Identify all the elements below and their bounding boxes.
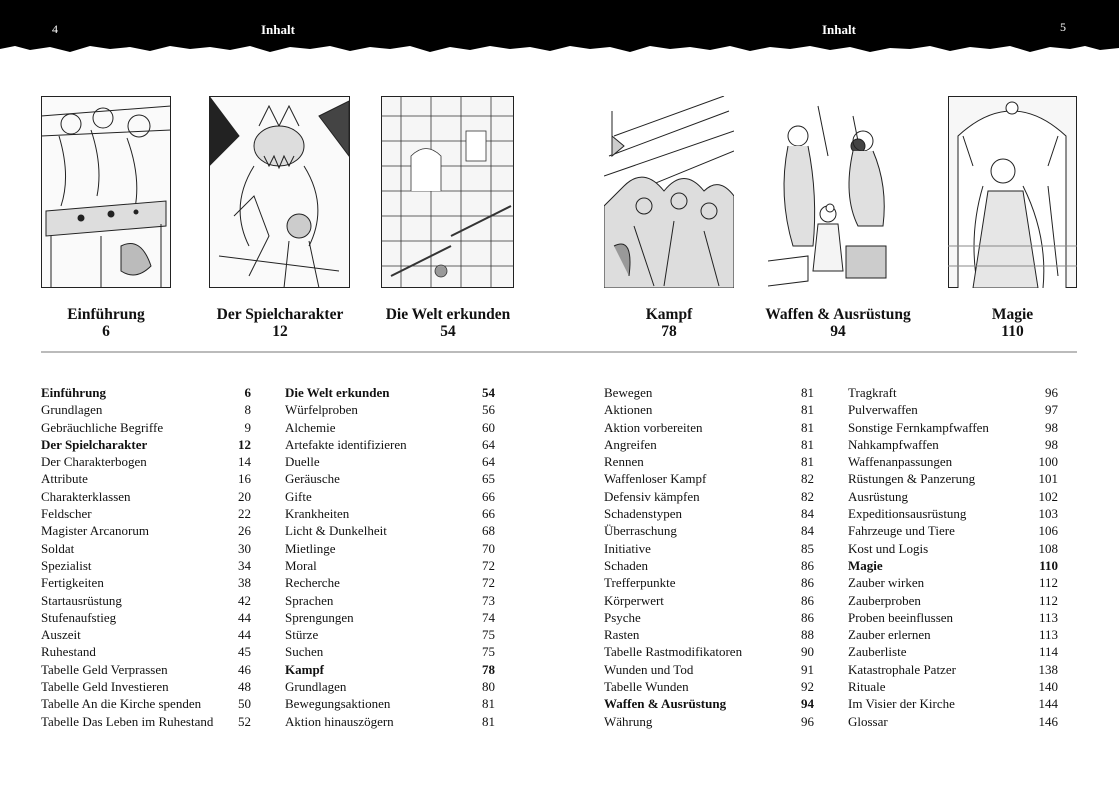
chapter-title: Die Welt erkunden — [385, 306, 511, 323]
toc-entry-label: Geräusche — [285, 471, 340, 487]
toc-entry-page: 6 — [244, 385, 251, 400]
toc-entry-page: 92 — [801, 679, 814, 695]
toc-entry-page: 60 — [482, 419, 495, 435]
chapter-title: Waffen & Ausrüstung — [765, 306, 911, 323]
toc-entry-page: 8 — [244, 402, 251, 418]
toc-entry-label: Artefakte identifizieren — [285, 436, 407, 452]
toc-entry-label: Bewegungsaktionen — [285, 696, 391, 712]
toc-chapter-entry[interactable] — [41, 436, 251, 453]
chapter-kampf — [604, 306, 734, 340]
toc-entry-page: 138 — [1038, 661, 1058, 677]
toc-entry-page: 74 — [482, 609, 495, 625]
toc-entry-page: 101 — [1038, 471, 1058, 487]
toc-entry[interactable] — [41, 540, 251, 557]
toc-entry-page: 97 — [1045, 402, 1058, 418]
toc-entry-page: 113 — [1038, 609, 1058, 625]
toc-entry[interactable] — [285, 557, 495, 574]
toc-entry[interactable] — [285, 574, 495, 591]
toc-entry-label: Einführung — [41, 385, 107, 400]
toc-entry-page: 78 — [482, 661, 495, 677]
toc-entry-page: 54 — [482, 385, 495, 400]
toc-entry[interactable] — [41, 609, 251, 626]
toc-entry[interactable] — [604, 678, 814, 695]
toc-entry-label: Zauberliste — [848, 644, 907, 660]
toc-entry-label: Alchemie — [285, 419, 336, 435]
toc-entry[interactable] — [604, 522, 814, 539]
toc-column-2 — [285, 384, 495, 730]
toc-entry-page: 113 — [1038, 627, 1058, 643]
toc-column-3 — [604, 384, 814, 730]
toc-entry-label: Der Charakterbogen — [41, 454, 147, 470]
toc-entry-label: Tragkraft — [848, 385, 897, 400]
toc-entry-page: 72 — [482, 575, 495, 591]
toc-entry-label: Mietlinge — [285, 540, 336, 556]
toc-entry[interactable] — [848, 643, 1058, 660]
toc-entry[interactable] — [41, 505, 251, 522]
toc-entry[interactable] — [848, 609, 1058, 626]
toc-entry[interactable] — [604, 557, 814, 574]
toc-entry-label: Der Spielcharakter — [41, 436, 148, 452]
toc-entry-label: Aktion vorbereiten — [604, 419, 703, 435]
toc-entry-label: Startausrüstung — [41, 592, 122, 608]
toc-entry[interactable] — [285, 453, 495, 470]
toc-entry-page: 81 — [482, 713, 495, 729]
toc-entry-page: 86 — [801, 557, 814, 573]
toc-entry-page: 56 — [482, 402, 495, 418]
toc-entry-page: 34 — [238, 557, 251, 573]
toc-column-1 — [41, 384, 251, 730]
toc-entry-label: Recherche — [285, 575, 340, 591]
toc-entry[interactable] — [41, 401, 251, 418]
chapter-title: Kampf — [645, 306, 693, 323]
toc-entry-page: 38 — [238, 575, 251, 591]
toc-entry-label: Überraschung — [604, 523, 677, 539]
toc-entry-page: 108 — [1038, 540, 1058, 556]
toc-entry[interactable] — [604, 488, 814, 505]
toc-entry[interactable] — [285, 713, 495, 730]
toc-chapter-entry[interactable] — [285, 384, 495, 401]
toc-entry-label: Angreifen — [604, 436, 657, 452]
toc-entry-label: Wunden und Tod — [604, 661, 694, 677]
toc-chapter-entry[interactable] — [41, 384, 251, 401]
toc-entry[interactable] — [848, 661, 1058, 678]
toc-entry-page: 112 — [1038, 592, 1058, 608]
toc-entry[interactable] — [604, 384, 814, 401]
chapter-spielcharakter — [200, 306, 360, 340]
toc-entry-label: Bewegen — [604, 385, 653, 400]
toc-entry-label: Im Visier der Kirche — [848, 696, 955, 712]
toc-entry[interactable] — [285, 436, 495, 453]
toc-entry[interactable] — [604, 470, 814, 487]
toc-entry-label: Sonstige Fernkampfwaffen — [848, 419, 989, 435]
toc-chapter-entry[interactable] — [285, 661, 495, 678]
toc-entry-page: 88 — [801, 627, 814, 643]
right-page-number: 5 — [1060, 20, 1066, 34]
toc-entry[interactable] — [41, 678, 251, 695]
chapter-einfuehrung — [41, 306, 171, 340]
armed-mercenaries-illustration — [768, 96, 908, 288]
toc-entry-label: Rüstungen & Panzerung — [848, 471, 976, 487]
toc-entry-page: 82 — [801, 488, 814, 504]
toc-entry-label: Schadenstypen — [604, 506, 682, 522]
toc-entry-label: Grundlagen — [41, 402, 103, 418]
toc-entry-label: Ruhestand — [41, 644, 96, 660]
toc-entry-page: 98 — [1045, 436, 1058, 452]
toc-entry-page: 98 — [1045, 419, 1058, 435]
toc-entry-page: 9 — [244, 419, 251, 435]
toc-entry-label: Aktion hinauszögern — [285, 713, 394, 729]
toc-entry-page: 44 — [238, 627, 251, 643]
toc-entry[interactable] — [41, 661, 251, 678]
toc-entry[interactable] — [41, 574, 251, 591]
toc-entry-label: Spezialist — [41, 557, 92, 573]
toc-entry[interactable] — [848, 626, 1058, 643]
toc-entry-page: 86 — [801, 575, 814, 591]
toc-entry[interactable] — [285, 626, 495, 643]
toc-entry[interactable] — [848, 540, 1058, 557]
toc-entry[interactable] — [285, 592, 495, 609]
toc-entry-label: Rasten — [604, 627, 640, 643]
toc-entry-label: Katastrophale Patzer — [848, 661, 956, 677]
toc-entry-page: 91 — [801, 661, 814, 677]
toc-entry[interactable] — [604, 574, 814, 591]
toc-entry-page: 84 — [801, 506, 814, 522]
toc-entry-page: 81 — [801, 419, 814, 435]
toc-entry[interactable] — [848, 384, 1058, 401]
toc-entry-page: 75 — [482, 644, 495, 660]
toc-entry-label: Licht & Dunkelheit — [285, 523, 387, 539]
toc-entry-page: 30 — [238, 540, 251, 556]
toc-entry-label: Gebräuchliche Begriffe — [41, 419, 164, 435]
chapter-page: 6 — [102, 323, 110, 340]
toc-entry-page: 66 — [482, 488, 495, 504]
toc-entry-page: 12 — [238, 436, 251, 452]
toc-entry-label: Nahkampfwaffen — [848, 436, 939, 452]
stone-tower-stairs-illustration — [381, 96, 514, 288]
toc-entry-page: 90 — [801, 644, 814, 660]
toc-column-4 — [848, 384, 1058, 730]
toc-entry-label: Attribute — [41, 471, 88, 487]
toc-entry[interactable] — [41, 626, 251, 643]
toc-entry-label: Aktionen — [604, 402, 653, 418]
toc-entry-page: 103 — [1038, 506, 1058, 522]
toc-entry[interactable] — [848, 453, 1058, 470]
toc-entry[interactable] — [848, 470, 1058, 487]
toc-entry-page: 80 — [482, 679, 495, 695]
toc-entry[interactable] — [604, 419, 814, 436]
toc-entry-label: Fertigkeiten — [41, 575, 104, 591]
toc-entry[interactable] — [41, 713, 251, 730]
right-running-title: Inhalt — [822, 22, 856, 37]
toc-entry-page: 45 — [238, 644, 251, 660]
toc-entry-page: 26 — [238, 523, 251, 539]
toc-entry-label: Währung — [604, 713, 653, 729]
toc-entry-label: Tabelle Geld Verprassen — [41, 661, 168, 677]
toc-entry[interactable] — [604, 713, 814, 730]
toc-entry-page: 81 — [482, 696, 495, 712]
toc-entry-label: Trefferpunkte — [604, 575, 676, 591]
toc-entry[interactable] — [604, 453, 814, 470]
toc-entry-label: Zauber wirken — [848, 575, 925, 591]
toc-entry[interactable] — [285, 488, 495, 505]
toc-entry-label: Moral — [285, 557, 317, 573]
toc-entry-label: Sprachen — [285, 592, 334, 608]
toc-entry[interactable] — [285, 678, 495, 695]
toc-entry[interactable] — [41, 419, 251, 436]
toc-entry-label: Tabelle Wunden — [604, 679, 689, 695]
chapter-title: Magie — [991, 306, 1034, 323]
toc-entry-page: 44 — [238, 609, 251, 625]
left-running-title: Inhalt — [261, 22, 295, 37]
toc-entry-page: 86 — [801, 609, 814, 625]
toc-entry[interactable] — [41, 643, 251, 660]
toc-entry-page: 86 — [801, 592, 814, 608]
chapter-welt-erkunden — [372, 306, 524, 340]
toc-entry[interactable] — [285, 643, 495, 660]
toc-entry-page: 110 — [1039, 557, 1058, 573]
toc-entry-page: 106 — [1038, 523, 1058, 539]
battle-with-spears-illustration — [604, 96, 734, 288]
toc-entry-label: Zauber erlernen — [848, 627, 931, 643]
toc-entry-page: 114 — [1038, 644, 1058, 660]
toc-entry[interactable] — [285, 695, 495, 712]
toc-entry[interactable] — [41, 488, 251, 505]
toc-entry-page: 64 — [482, 436, 495, 452]
toc-entry[interactable] — [285, 609, 495, 626]
toc-entry[interactable] — [604, 540, 814, 557]
toc-entry-label: Tabelle An die Kirche spenden — [41, 696, 202, 712]
toc-entry-label: Magister Arcanorum — [41, 523, 149, 539]
toc-entry[interactable] — [604, 643, 814, 660]
toc-entry-page: 64 — [482, 454, 495, 470]
toc-entry[interactable] — [604, 436, 814, 453]
chapter-page: 78 — [661, 323, 677, 340]
toc-entry[interactable] — [848, 574, 1058, 591]
toc-entry[interactable] — [604, 626, 814, 643]
toc-entry-page: 65 — [482, 471, 495, 487]
toc-entry-label: Tabelle Geld Investieren — [41, 679, 169, 695]
toc-entry-page: 144 — [1038, 696, 1058, 712]
toc-entry[interactable] — [604, 401, 814, 418]
toc-entry-label: Proben beeinflussen — [848, 609, 954, 625]
toc-entry-label: Kost und Logis — [848, 540, 929, 556]
toc-entry-label: Krankheiten — [285, 506, 350, 522]
toc-entry[interactable] — [848, 419, 1058, 436]
toc-entry-label: Expeditionsausrüstung — [848, 506, 967, 522]
toc-entry-page: 66 — [482, 506, 495, 522]
toc-entry[interactable] — [285, 470, 495, 487]
toc-entry-label: Auszeit — [41, 627, 81, 643]
toc-entry-label: Ausrüstung — [848, 488, 908, 504]
toc-entry-page: 16 — [238, 471, 251, 487]
toc-entry-label: Suchen — [285, 644, 324, 660]
toc-entry[interactable] — [41, 453, 251, 470]
chapter-page: 12 — [272, 323, 288, 340]
chapter-page: 94 — [830, 323, 846, 340]
toc-entry-page: 96 — [1045, 385, 1058, 400]
toc-entry[interactable] — [848, 436, 1058, 453]
toc-entry[interactable] — [41, 592, 251, 609]
tavern-dice-players-illustration — [41, 96, 171, 288]
chapter-title: Der Spielcharakter — [216, 306, 344, 323]
toc-entry-label: Waffenanpassungen — [848, 454, 953, 470]
toc-entry[interactable] — [41, 470, 251, 487]
toc-entry-label: Zauberproben — [848, 592, 921, 608]
toc-entry-page: 85 — [801, 540, 814, 556]
toc-entry-label: Tabelle Das Leben im Ruhestand — [41, 713, 214, 729]
toc-entry-label: Stufenaufstieg — [41, 609, 117, 625]
toc-entry-label: Pulverwaffen — [848, 402, 918, 418]
toc-entry-label: Rennen — [604, 454, 644, 470]
toc-entry-label: Grundlagen — [285, 679, 347, 695]
wizard-in-doorway-illustration — [948, 96, 1077, 288]
toc-entry[interactable] — [41, 695, 251, 712]
toc-entry-page: 68 — [482, 523, 495, 539]
toc-entry-page: 94 — [801, 696, 814, 712]
toc-entry-label: Charakterklassen — [41, 488, 131, 504]
toc-entry-label: Initiative — [604, 540, 651, 556]
toc-entry[interactable] — [285, 522, 495, 539]
toc-entry-page: 50 — [238, 696, 251, 712]
toc-entry-label: Würfelproben — [285, 402, 358, 418]
toc-entry-label: Feldscher — [41, 506, 92, 522]
toc-entry[interactable] — [848, 678, 1058, 695]
page-header — [0, 0, 1119, 56]
toc-entry[interactable] — [848, 695, 1058, 712]
toc-entry-page: 48 — [238, 679, 251, 695]
toc-entry-page: 81 — [801, 454, 814, 470]
torn-paper-header-band — [0, 0, 1119, 56]
toc-entry[interactable] — [848, 522, 1058, 539]
toc-entry-label: Magie — [848, 557, 883, 573]
chapter-magie — [948, 306, 1077, 340]
toc-entry-page: 84 — [801, 523, 814, 539]
toc-entry-label: Waffen & Ausrüstung — [604, 696, 727, 712]
toc-entry-page: 70 — [482, 540, 495, 556]
toc-entry-page: 20 — [238, 488, 251, 504]
toc-entry[interactable] — [848, 713, 1058, 730]
toc-entry-label: Psyche — [604, 609, 641, 625]
toc-entry[interactable] — [41, 557, 251, 574]
toc-entry-label: Tabelle Rastmodifikatoren — [604, 644, 743, 660]
toc-entry[interactable] — [604, 505, 814, 522]
toc-entry[interactable] — [604, 661, 814, 678]
toc-entry-page: 112 — [1038, 575, 1058, 591]
toc-entry-page: 75 — [482, 627, 495, 643]
chapter-page: 54 — [440, 323, 456, 340]
toc-entry[interactable] — [848, 592, 1058, 609]
toc-entry-page: 81 — [801, 402, 814, 418]
chapter-title: Einführung — [67, 306, 145, 323]
toc-entry[interactable] — [285, 540, 495, 557]
chapter-page: 110 — [1001, 323, 1024, 340]
toc-entry-page: 42 — [238, 592, 251, 608]
chapter-waffen-ausruestung — [758, 306, 918, 340]
toc-entry[interactable] — [848, 505, 1058, 522]
toc-entry[interactable] — [285, 419, 495, 436]
toc-entry-page: 73 — [482, 592, 495, 608]
toc-entry-label: Fahrzeuge und Tiere — [848, 523, 955, 539]
toc-entry-label: Glossar — [848, 713, 888, 729]
toc-entry-page: 140 — [1038, 679, 1058, 695]
toc-entry-label: Gifte — [285, 488, 312, 504]
toc-entry-label: Körperwert — [604, 592, 664, 608]
toc-entry-label: Rituale — [848, 679, 886, 695]
toc-entry[interactable] — [604, 609, 814, 626]
toc-entry-page: 22 — [238, 506, 251, 522]
toc-entry-label: Waffenloser Kampf — [604, 471, 707, 487]
toc-entry[interactable] — [285, 505, 495, 522]
toc-entry-label: Stürze — [285, 627, 319, 643]
toc-entry-page: 81 — [801, 385, 814, 400]
toc-entry-page: 72 — [482, 557, 495, 573]
toc-entry-page: 14 — [238, 454, 251, 470]
toc-entry[interactable] — [848, 488, 1058, 505]
toc-entry-label: Schaden — [604, 557, 649, 573]
toc-entry-page: 96 — [801, 713, 814, 729]
toc-entry-label: Kampf — [285, 661, 324, 677]
toc-entry-page: 82 — [801, 471, 814, 487]
toc-entry-page: 146 — [1038, 713, 1058, 729]
toc-chapter-entry[interactable] — [848, 557, 1058, 574]
toc-entry-page: 81 — [801, 436, 814, 452]
demon-with-adventurers-illustration — [209, 96, 350, 288]
toc-entry-page: 52 — [238, 713, 251, 729]
toc-entry-page: 100 — [1038, 454, 1058, 470]
toc-entry[interactable] — [604, 592, 814, 609]
toc-entry-label: Die Welt erkunden — [285, 385, 390, 400]
toc-entry-page: 102 — [1038, 488, 1058, 504]
toc-entry-label: Soldat — [41, 540, 75, 556]
toc-entry-page: 46 — [238, 661, 251, 677]
toc-chapter-entry[interactable] — [604, 695, 814, 712]
toc-entry[interactable] — [285, 401, 495, 418]
divider-rule — [41, 351, 1077, 353]
toc-entry[interactable] — [848, 401, 1058, 418]
toc-entry-label: Duelle — [285, 454, 320, 470]
toc-entry-label: Defensiv kämpfen — [604, 488, 700, 504]
toc-entry[interactable] — [41, 522, 251, 539]
toc-entry-label: Sprengungen — [285, 609, 354, 625]
left-page-number: 4 — [52, 22, 58, 36]
